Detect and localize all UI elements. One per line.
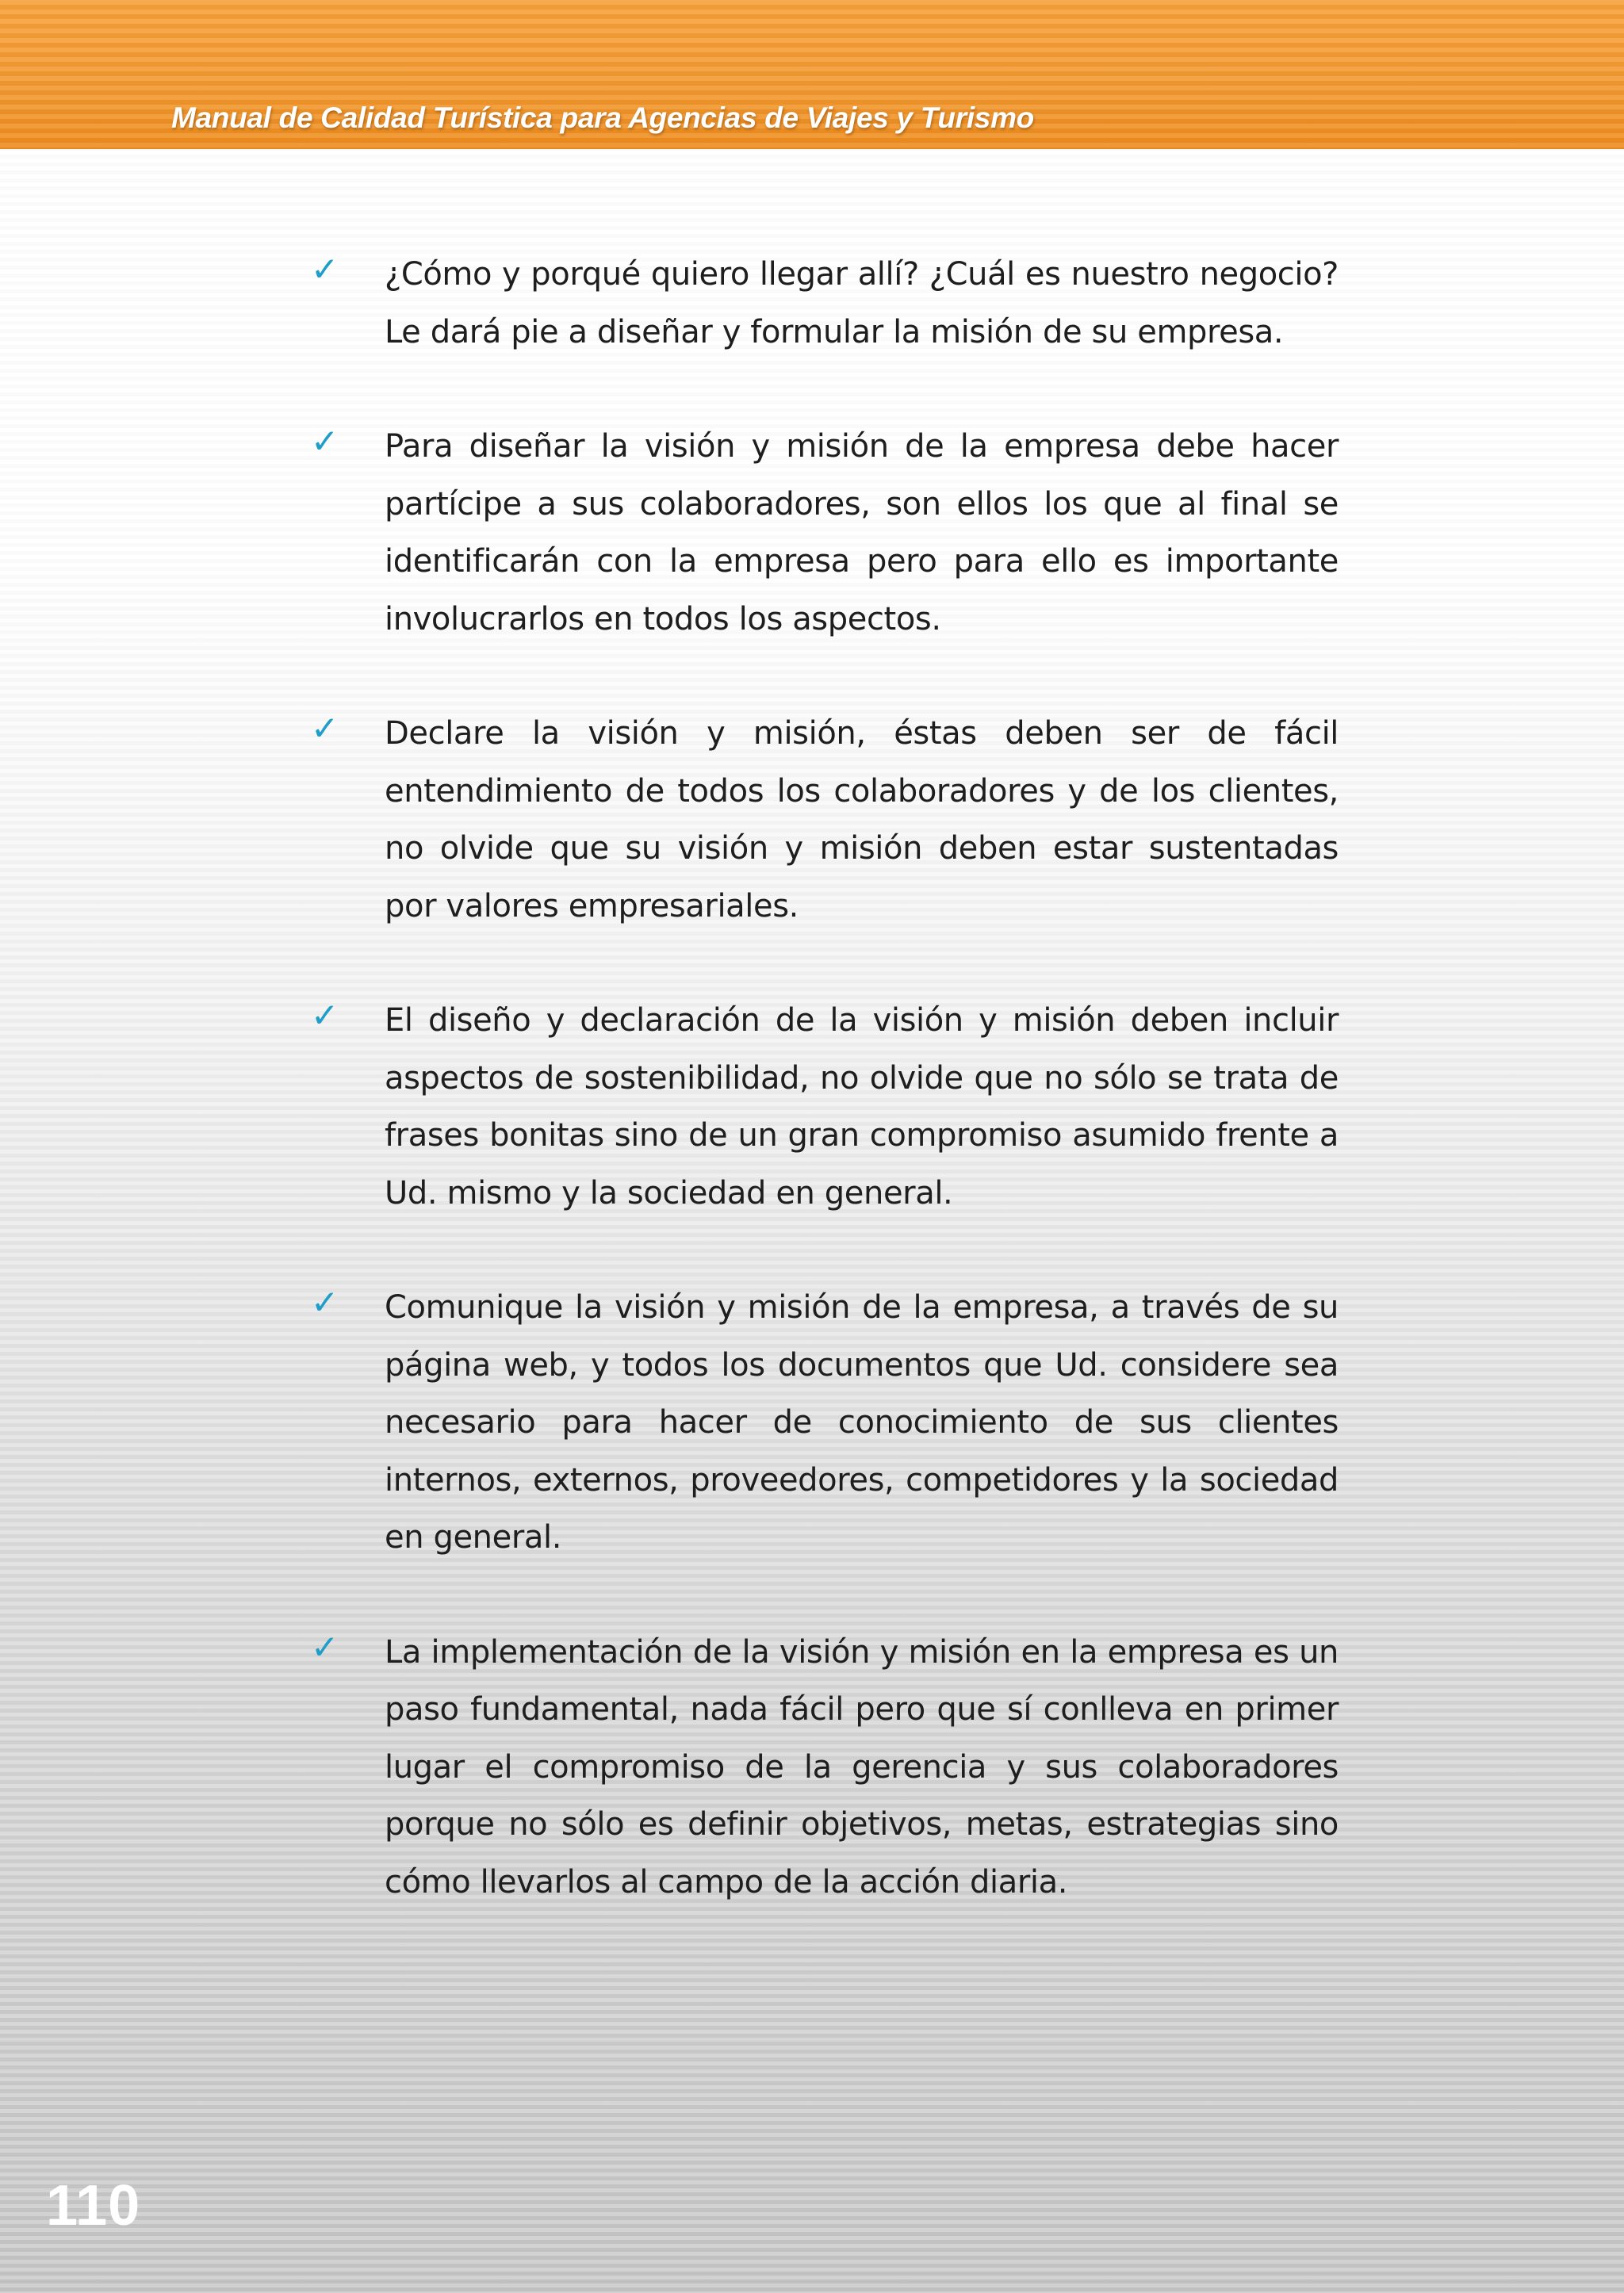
list-item-text: Comunique la visión y misión de la empresa, a través de su página web, y todos los documentos que Ud. considere sea necesario para hacer de conocimiento de sus clientes internos, externos, proveedores, competidores y la sociedad en general.	[385, 1289, 1339, 1556]
list-item	[311, 418, 1339, 648]
list-item	[311, 1279, 1339, 1567]
list-item-text: La implementación de la visión y misión en la empresa es un paso fundamental, nada fácil pero que sí conlleva en primer lugar el compromiso de la gerencia y sus colaboradores porque no sólo es definir objetivos, metas, estrategias sino cómo llevarlos al campo de la acción diaria.	[385, 1633, 1339, 1901]
checkmark-icon: ✓	[311, 709, 339, 748]
checkmark-icon: ✓	[311, 1283, 339, 1322]
checkmark-icon: ✓	[311, 422, 339, 461]
checkmark-icon: ✓	[311, 1627, 339, 1667]
list-item-text: Para diseñar la visión y misión de la empresa debe hacer partícipe a sus colaboradores, son ellos los que al final se identificarán con la empresa pero para ello es importante involucrarlos en todos los aspectos.	[385, 428, 1339, 637]
list-item	[311, 1624, 1339, 1912]
list-item	[311, 246, 1339, 361]
document-title: Manual de Calidad Turística para Agencias de Viajes y Turismo	[171, 101, 1034, 134]
checkmark-icon: ✓	[311, 996, 339, 1035]
page-number: 110	[46, 2174, 141, 2237]
list-item	[311, 992, 1339, 1222]
list-item	[311, 705, 1339, 935]
page-header-band	[0, 0, 1624, 149]
list-item-text: ¿Cómo y porqué quiero llegar allí? ¿Cuál es nuestro negocio? Le dará pie a diseñar y formular la misión de su empresa.	[385, 256, 1339, 350]
checklist	[311, 246, 1339, 1968]
list-item-text: El diseño y declaración de la visión y misión deben incluir aspectos de sostenibilidad, no olvide que no sólo se trata de frases bonitas sino de un gran compromiso asumido frente a Ud. mismo y la sociedad en general.	[385, 1002, 1339, 1212]
checkmark-icon: ✓	[311, 250, 339, 289]
list-item-text: Declare la visión y misión, éstas deben ser de fácil entendimiento de todos los colaboradores y de los clientes, no olvide que su visión y misión deben estar sustentadas por valores empresariales.	[385, 715, 1339, 924]
